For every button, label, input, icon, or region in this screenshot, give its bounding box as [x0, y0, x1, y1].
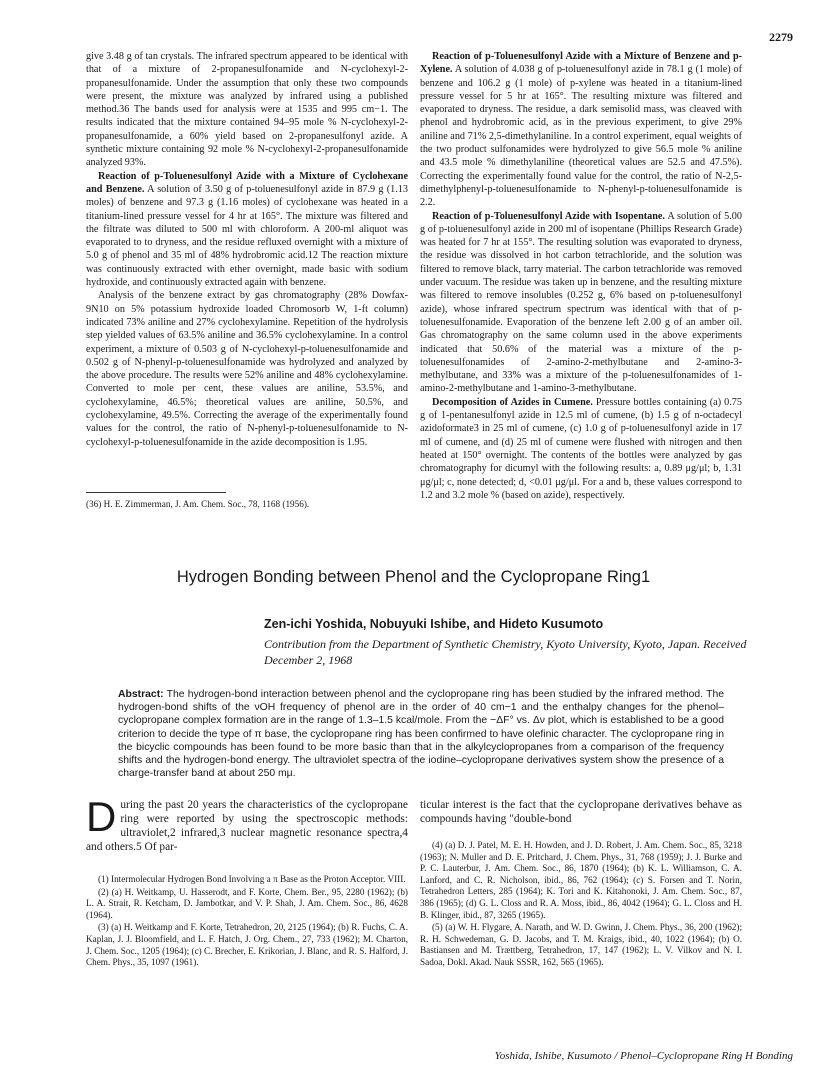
- run-in-heading: Decomposition of Azides in Cumene.: [432, 396, 593, 408]
- paragraph: give 3.48 g of tan crystals. The infrared spectrum appeared to be identical with that of a mixture of 2-propanesulfonamide and N-cyclohexyl-2-propanesulfonamide. Under the assumption that only these two compounds were present, the mixture was analyzed by infrared using a published method.36 The bands used for analysis were at 1535 and 995 cm−1. The results indicated that the mixture contained 94–95 mole % N-cyclohexyl-2-propanesulfonamide, a 60% yield based on 2-propanesulfonyl azide. A synthetic mixture containing 92 mole % N-cyclohexyl-2-propanesulfonamide analyzed 93%.: [86, 51, 408, 169]
- footnotes-left: [86, 874, 408, 970]
- footnote: (2) (a) H. Weitkamp, U. Hasserodt, and F. Korte, Chem. Ber., 95, 2280 (1962); (b) L. A. Strait, R. Ketcham, D. Jambotkar, and V. P. Shah, J. Am. Chem. Soc., 86, 4628 (1964).: [86, 886, 408, 920]
- affiliation: Contribution from the Department of Synthetic Chemistry, Kyoto University, Kyoto, Japan. Received December 2, 1968: [264, 637, 747, 667]
- running-footer: Yoshida, Ishibe, Kusumoto / Phenol–Cyclopropane Ring H Bonding: [494, 1050, 793, 1062]
- paragraph: Analysis of the benzene extract by gas chromatography (28% Dowfax-9N10 on 5% potassium hydroxide loaded Chromosorb W, 1-ft column) indicated 73% aniline and 27% cyclohexylamine. Repetition of the hydrolysis step yielded values of 63.5% aniline and 36.5% cyclohexylamine. In a control experiment, a mixture of 0.503 g of N-cyclohexyl-p-toluenesulfonamide and 0.502 g of N-phenyl-p-toluenesulfonamide was hydrolyzed and analyzed by the above procedure. The results were 52% aniline and 48% cyclohexylamine. Converted to mole per cent, these values are aniline, 53.5%, and cyclohexylamine, 46.5%; theoretical values are aniline, 50.5%, and cyclohexylamine, 49.5%. Correcting the average of the experimentally found values for the control, the ratio of N-phenyl-p-toluenesulfonamide to N-cyclohexyl-p-toluenesulfonamide in the azide decomposition is 1.95.: [86, 290, 408, 448]
- abstract-label: Abstract:: [118, 689, 164, 700]
- left-footnote: (36) H. E. Zimmerman, J. Am. Chem. Soc., 78, 1168 (1956).: [86, 499, 310, 509]
- paragraph: Decomposition of Azides in Cumene. Pressure bottles containing (a) 0.75 g of 1-pentanesulfonyl azide in 12.5 ml of cumene, (b) 1.5 g of n-octadecyl azidoformate3 in 25 ml of cumene, (c) 1.0 g of p-toluenesulfonyl azide in 17 ml of cumene, and (d) 25 ml of cumene were flushed with nitrogen and then heated at 150° overnight. The contents of the bottles were analyzed by gas chromatography for dicumyl with the following results: a, 0.89 μg/μl; b, 1.31 μg/μl; c, none detected; d, <0.01 μg/μl. For a and b, these values correspond to 1.2 and 3.2 mole % (based on azide), respectively.: [420, 396, 742, 501]
- right-column: [420, 50, 742, 502]
- run-in-heading: Reaction of p-Toluenesulfonyl Azide with a Mixture of Benzene and p-Xylene.: [420, 51, 742, 76]
- intro-right: ticular interest is the fact that the cyclopropane derivatives behave as compounds having "double-bond: [420, 799, 742, 825]
- intro-left: During the past 20 years the characteristics of the cyclopropane ring were reported by using the spectroscopic methods: ultraviolet,2 infrared,3 nuclear magnetic resonance spectra,4 and others.5 Of par-: [86, 793, 408, 853]
- paragraph: Reaction of p-Toluenesulfonyl Azide with a Mixture of Cyclohexane and Benzene. A solution of 3.50 g of p-toluenesulfonyl azide in 87.9 g (1.13 moles) of benzene and 97.3 g (1.16 moles) of cyclohexane was heated in a titanium-lined pressure vessel for 4 hr at 165°. The mixture was filtered and the filtrate was diluted to 500 ml with chloroform. A 200-ml aliquot was evaporated to to dryness, and the residue refluxed overnight with a mixture of 5.0 g of phenol and 35 ml of 48% hydrobromic acid.12 The reaction mixture was continuously extracted with ether overnight, made basic with sodium hydroxide, and continuously extracted again with benzene.: [86, 170, 408, 289]
- footnote: (1) Intermolecular Hydrogen Bond Involving a π Base as the Proton Acceptor. VIII.: [98, 874, 406, 884]
- left-column: [86, 50, 408, 449]
- footnote: (5) (a) W. H. Flygare, A. Narath, and W. D. Gwinn, J. Chem. Phys., 36, 200 (1962); R. H. Schwedeman, G. D. Jacobs, and T. M. Kraigs, ibid., 40, 1022 (1964); (b) O. Bastiansen and M. Trættberg, Tetrahedron, 17, 147 (1962); L. V. Vilkov and N. I. Sadoa, Dokl. Akad. Nauk SSSR, 162, 565 (1965).: [420, 922, 742, 967]
- run-in-heading: Reaction of p-Toluenesulfonyl Azide with a Mixture of Cyclohexane and Benzene.: [86, 170, 408, 195]
- footnote: (4) (a) D. J. Patel, M. E. H. Howden, and J. D. Robert, J. Am. Chem. Soc., 85, 3218 (1963); N. Muller and D. E. Pritchard, J. Chem. Phys., 31, 768 (1959); J. J. Burke and P. C. Lauterbur, J. Am. Chem. Soc., 86, 1870 (1964); (b) K. L. Williamson, C. A. Lanford, and C. R. Nicholson, ibid., 86, 762 (1964); (c) S. Forsen and T. Norin, Tetrahedron Letters, 285 (1964); K. Tori and K. Kitahonoki, J. Am. Chem. Soc., 87, 386 (1965); (d) G. L. Closs and R. A. Moss, ibid., 86, 4042 (1964); G. L. Closs and H. B. Klinger, ibid., 87, 3265 (1965).: [420, 840, 742, 920]
- drop-cap: D: [86, 793, 117, 840]
- abstract: [118, 688, 724, 780]
- authors: Zen-ichi Yoshida, Nobuyuki Ishibe, and Hideto Kusumoto: [264, 617, 604, 631]
- paragraph: Reaction of p-Toluenesulfonyl Azide with Isopentane. A solution of 5.00 g of p-toluenesulfonyl azide in 200 ml of isopentane (Phillips Research Grade) was heated for 7 hr at 155°. The resulting solution was evaporated to dryness, the residue was dissolved in hot carbon tetrachloride, and the solution was filtered to remove black, tarry material. The carbon tetrachloride was removed under vacuum. The residue was taken up in benzene, and the resulting mixture was filtered to remove insolubles (0.252 g, 6% based on p-toluenesulfonyl azide), whose infrared spectrum spectrum was identical with that of p-toluenesulfonamide. Evaporation of the benzene left 2.00 g of an amber oil. Gas chromatography on the same column used in the above experiments indicated that 50.6% of the material was a mixture of the p-toluenesulfonamides of 2-amino-2-methylbutane and 2-amino-3-methylbutane, and 33% was a mixture of the p-toluenesulfonamides of 1-amino-2-methylbutane and 1-amino-3-methylbutane.: [420, 210, 742, 395]
- article-title: Hydrogen Bonding between Phenol and the Cyclopropane Ring1: [176, 568, 651, 586]
- footnotes-right: [420, 840, 742, 970]
- page-number: 2279: [769, 30, 793, 44]
- abstract-text: The hydrogen-bond interaction between phenol and the cyclopropane ring has been studied by the infrared method. The hydrogen-bond shifts of the νOH frequency of phenol are in the order of 40 cm−1 and the enthalpy changes for the phenol–cyclopropane complex formation are in the range of 1.3–1.5 kcal/mole. From the −ΔF° vs. Δν plot, which is established to be a good criterion to decide the type of π base, the cyclopropane ring has been confirmed to have olefinic character. The cyclopropane ring in the bicyclic compounds has been found to be more basic than that in the alkylcyclopropanes from a comparison of the frequency shifts and the hydrogen-bond energy. The ultraviolet spectra of the iodine–cyclopropane derivatives system show the presence of a charge-transfer band at about 250 mμ.: [118, 689, 724, 780]
- paragraph: Reaction of p-Toluenesulfonyl Azide with a Mixture of Benzene and p-Xylene. A solution of 4.038 g of p-toluenesulfonyl azide in 78.1 g (1 mole) of benzene and 106.2 g (1 mole) of p-xylene was heated in a titanium-lined pressure vessel for 5 hr at 165°. The resulting mixture was filtered and evaporated to dryness. The residue, a dark semisolid mass, was cleaved with phenol and hydrobromic acid, as in the previous experiment, to give 29% aniline and 71% 2,5-dimethylaniline. In a control experiment, equal weights of the two product sulfonamides were hydrolyzed to give 56.5 mole % aniline and 43.5 mole % dimethylaniline (theoretical values are 52.5 and 47.5%). Correcting the experimentally found value for the control, the ratio of N-2,5-dimethylphenyl-p-toluenesulfonamide to N-phenyl-p-toluenesulfonamide is 2.2.: [420, 51, 742, 209]
- footnote-rule: [86, 492, 226, 493]
- footnote: (3) (a) H. Weitkamp and F. Korte, Tetrahedron, 20, 2125 (1964); (b) R. Fuchs, C. A. Kaplan, J. J. Bloomfield, and L. F. Hatch, J. Org. Chem., 27, 733 (1962); M. Charton, J. Chem. Soc., 1205 (1964); (c) C. Brecher, E. Krikorian, J. Blanc, and R. S. Halford, J. Chem. Phys., 35, 1097 (1961).: [86, 922, 408, 968]
- run-in-heading: Reaction of p-Toluenesulfonyl Azide with Isopentane.: [432, 210, 665, 222]
